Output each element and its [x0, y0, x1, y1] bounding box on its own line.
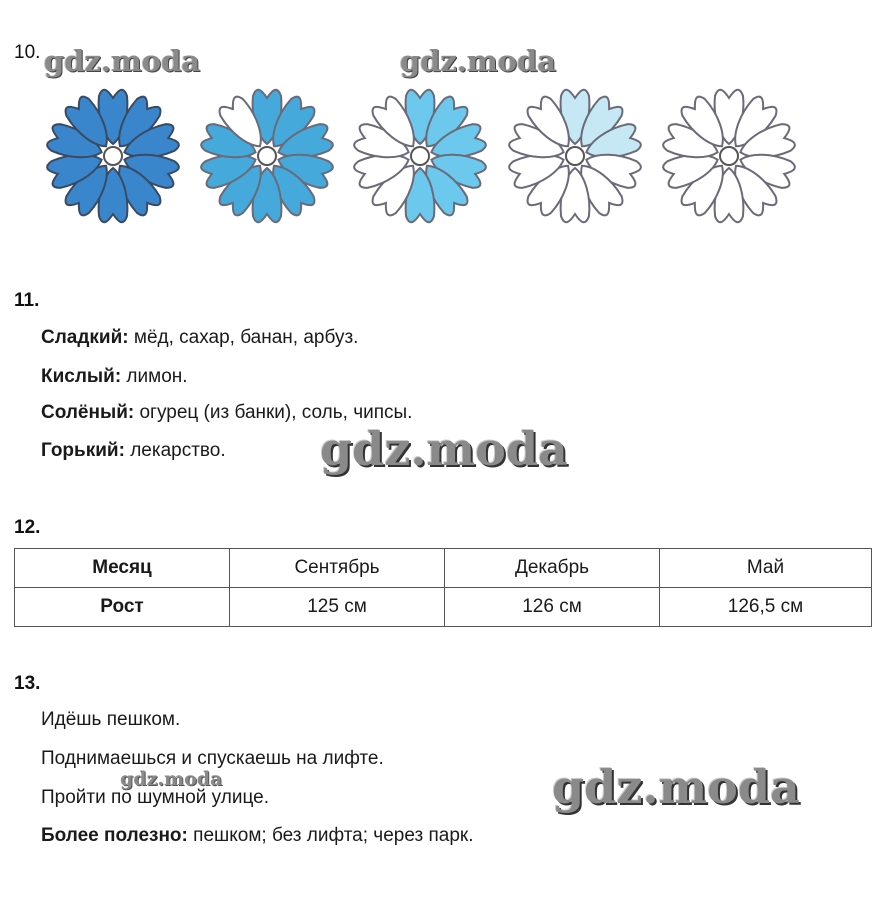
taste-line-bitter: Горький: лекарство.: [41, 440, 226, 461]
flower-2: [200, 90, 335, 222]
flower-center: [258, 147, 276, 165]
task-13-number: 13.: [14, 673, 41, 694]
taste-line-salty: Солёный: огурец (из банки), соль, чипсы.: [41, 402, 413, 423]
flower-center: [411, 147, 429, 165]
flower-1: [46, 90, 181, 222]
table-row: [15, 588, 872, 627]
answer-summary: Более полезно: пешком; без лифта; через парк.: [41, 825, 474, 846]
task-11-number: 11.: [14, 290, 40, 311]
watermark: gdz.moda: [552, 760, 800, 814]
table-cell: 126 см: [445, 588, 660, 627]
table-header-cell: Рост: [15, 588, 230, 627]
task-10-number: 10.: [14, 42, 41, 63]
answer-line: Пройти по шумной улице.: [41, 787, 269, 808]
flower-center: [104, 147, 122, 165]
flower-center: [720, 147, 738, 165]
flower-5: [662, 90, 797, 222]
answer-line: Идёшь пешком.: [41, 709, 181, 730]
taste-line-sweet: Сладкий: мёд, сахар, банан, арбуз.: [41, 327, 359, 348]
table-cell: Май: [660, 549, 872, 588]
table-row: [15, 549, 872, 588]
watermark: gdz.moda: [320, 422, 568, 476]
answer-line: Поднимаешься и спускаешь на лифте.: [41, 748, 384, 769]
flower-4: [508, 90, 643, 222]
table-header-cell: Месяц: [15, 549, 230, 588]
table-cell: 125 см: [230, 588, 445, 627]
flowers-illustration: [0, 80, 884, 230]
table-cell: Декабрь: [445, 549, 660, 588]
watermark: gdz.moda: [44, 44, 201, 78]
watermark: gdz.moda: [400, 44, 557, 78]
flower-center: [566, 147, 584, 165]
flower-3: [353, 90, 488, 222]
table-cell: 126,5 см: [660, 588, 872, 627]
task-12-number: 12.: [14, 517, 41, 538]
growth-table: [14, 548, 872, 627]
watermark: gdz.moda: [120, 768, 223, 790]
table-cell: Сентябрь: [230, 549, 445, 588]
taste-line-sour: Кислый: лимон.: [41, 366, 188, 387]
